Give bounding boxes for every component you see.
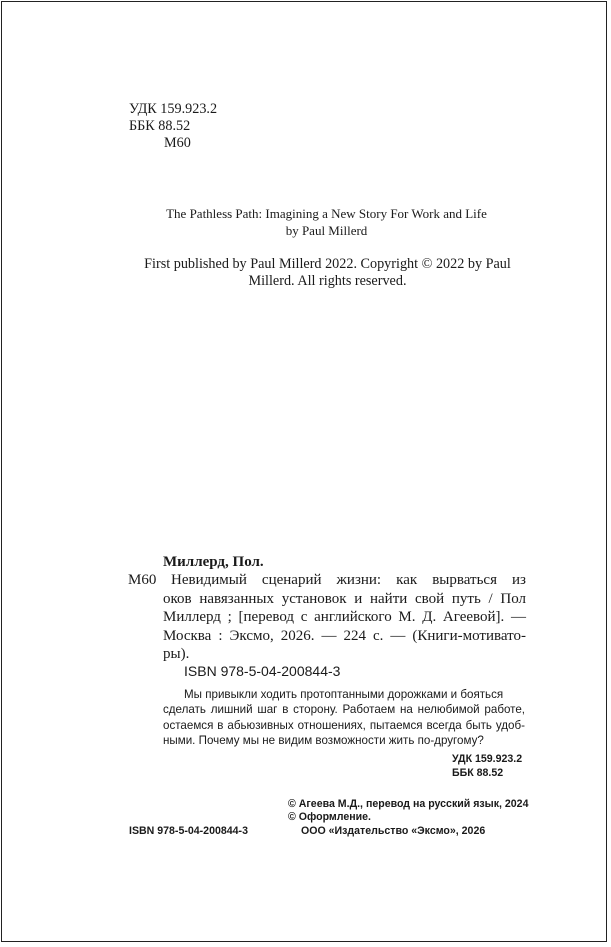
catalog-mark: М60 <box>128 572 157 588</box>
original-copyright-line2: Millerd. All rights reserved. <box>248 273 407 289</box>
catalog-author: Миллерд, Пол. <box>163 554 264 570</box>
annotation <box>163 687 525 748</box>
catalog-description <box>163 571 526 664</box>
bottom-bbk-code: ББК 88.52 <box>452 767 504 779</box>
translation-copyright: © Агеева М.Д., перевод на русский язык, 2024 <box>288 798 529 810</box>
original-title-line2: by Paul Millerd <box>285 223 368 238</box>
udk-code: УДК 159.923.2 <box>129 101 218 117</box>
catalog-desc-line: Миллерд ; [перевод с английского М. Д. Агеевой]. — <box>163 609 526 625</box>
annotation-line: сделать лишний шаг в сторону. Работаем на нелюбимой работе, <box>163 703 525 717</box>
annotation-line: остаемся в абьюзивных отношениях, пытаемся всегда быть удоб- <box>163 718 525 732</box>
annotation-line: Мы привыкли ходить протоптанными дорожками и бояться <box>184 688 504 701</box>
catalog-desc-line: ры). <box>163 646 190 662</box>
catalog-desc-line: оков навязанных установок и найти свой путь / Пол <box>163 590 526 607</box>
catalog-isbn: ISBN 978-5-04-200844-3 <box>184 663 341 679</box>
footer-isbn: ISBN 978-5-04-200844-3 <box>129 825 248 837</box>
bbk-code: ББК 88.52 <box>129 118 191 134</box>
original-copyright-line1: First published by Paul Millerd 2022. Copyright © 2022 by Paul <box>144 256 511 272</box>
author-mark: М60 <box>164 135 191 151</box>
catalog-desc-line: Невидимый сценарий жизни: как вырваться из <box>171 572 526 588</box>
annotation-line: ными. Почему мы не видим возможности жить по-другому? <box>163 733 484 747</box>
catalog-desc-line: Москва : Эксмо, 2026. — 224 с. — (Книги-мотивато- <box>163 627 526 644</box>
original-title-line1: The Pathless Path: Imagining a New Story For Work and Life <box>166 206 487 221</box>
design-copyright: © Оформление. <box>288 811 371 823</box>
bottom-udk-code: УДК 159.923.2 <box>452 753 523 765</box>
publisher-copyright: ООО «Издательство «Эксмо», 2026 <box>301 825 486 837</box>
